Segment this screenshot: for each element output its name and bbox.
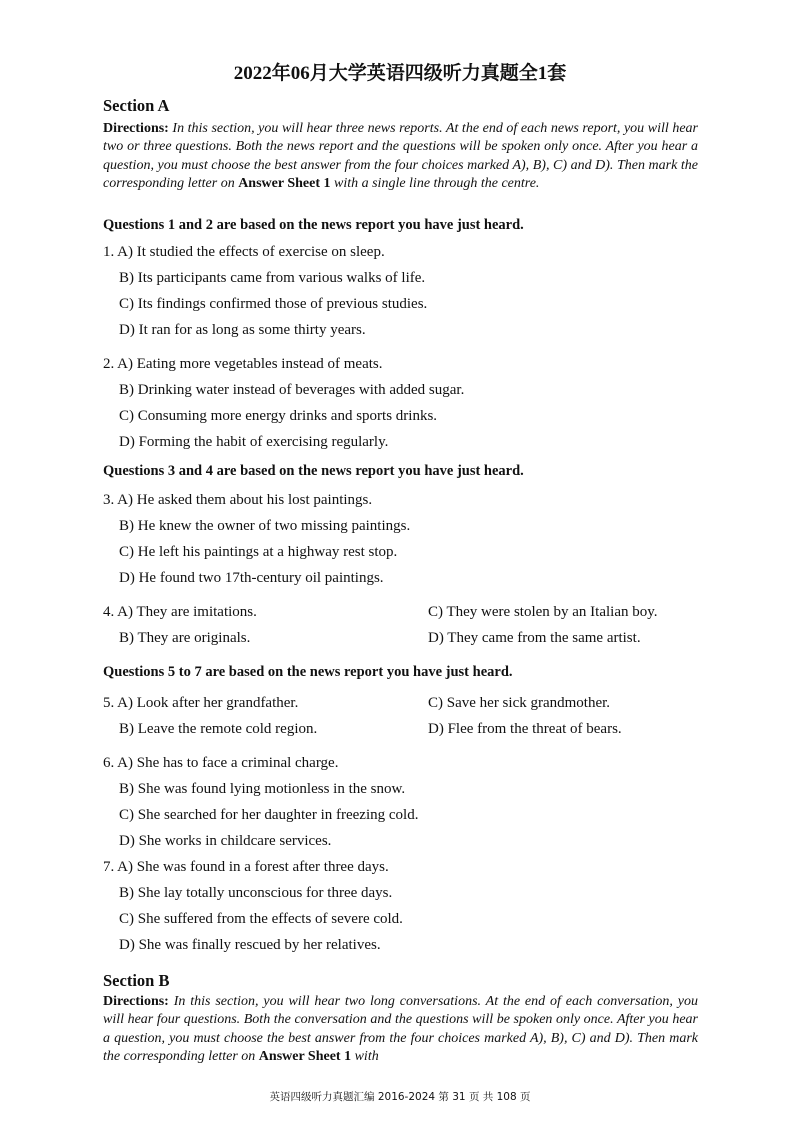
question-6-option-b: B) She was found lying motionless in the snow.	[119, 781, 406, 797]
directions-label: Directions:	[103, 994, 169, 1009]
section-b-directions	[103, 993, 698, 1067]
question-group-heading: Questions 3 and 4 are based on the news report you have just heard.	[103, 463, 524, 479]
question-6-option-d: D) She works in childcare services.	[119, 833, 332, 849]
question-3-option-b: B) He knew the owner of two missing paintings.	[119, 518, 411, 534]
question-2-option-b: B) Drinking water instead of beverages with added sugar.	[119, 382, 465, 398]
question-4-option-b: B) They are originals.	[119, 630, 251, 646]
directions-text: In this section, you will hear two long conversations. At the end of each conversation, you will hear four questions. Both the conversation and the questions will be spoken only once. After you hear a question, you must choose the best answer from the four choices marked A), B), C) and D). Then mark the corresponding letter on	[103, 994, 698, 1065]
directions-label: Directions:	[103, 121, 169, 136]
question-2-option-d: D) Forming the habit of exercising regularly.	[119, 434, 389, 450]
question-4-option-a: 4. A) They are imitations.	[103, 604, 257, 620]
directions-text: In this section, you will hear three news reports. At the end of each news report, you will hear two or three questions. Both the news report and the questions will be spoken only once. After you hear a question, you must choose the best answer from the four choices marked A), B), C) and D). Then mark the corresponding letter on	[103, 121, 698, 192]
question-5-option-d: D) Flee from the threat of bears.	[428, 721, 622, 737]
question-3-option-c: C) He left his paintings at a highway rest stop.	[119, 544, 398, 560]
directions-tail: with	[354, 1049, 379, 1065]
question-5-option-c: C) Save her sick grandmother.	[428, 695, 611, 711]
page-footer: 英语四级听力真题汇编 2016-2024 第 31 页 共 108 页	[269, 1091, 531, 1103]
question-group-heading: Questions 1 and 2 are based on the news report you have just heard.	[103, 217, 524, 233]
section-b-heading: Section B	[103, 971, 170, 990]
question-7-option-c: C) She suffered from the effects of severe cold.	[119, 911, 403, 927]
answer-sheet-ref: Answer Sheet 1	[258, 1049, 352, 1065]
question-3-option-d: D) He found two 17th-century oil paintings.	[119, 570, 384, 586]
question-7-option-a: 7. A) She was found in a forest after three days.	[103, 859, 389, 875]
question-6-option-a: 6. A) She has to face a criminal charge.	[103, 755, 339, 771]
question-5-option-a: 5. A) Look after her grandfather.	[103, 695, 299, 711]
page-title: 2022年06月大学英语四级听力真题全1套	[233, 63, 567, 84]
directions-tail: with a single line through the centre.	[333, 176, 540, 192]
question-3-option-a: 3. A) He asked them about his lost paintings.	[103, 492, 373, 508]
question-7-option-d: D) She was finally rescued by her relatives.	[119, 937, 381, 953]
question-2-option-c: C) Consuming more energy drinks and sports drinks.	[119, 408, 438, 424]
question-6-option-c: C) She searched for her daughter in freezing cold.	[119, 807, 419, 823]
question-2-option-a: 2. A) Eating more vegetables instead of meats.	[103, 356, 383, 372]
question-1-option-b: B) Its participants came from various walks of life.	[119, 270, 426, 286]
question-4-option-c: C) They were stolen by an Italian boy.	[428, 604, 658, 620]
section-a-directions	[103, 120, 698, 194]
question-7-option-b: B) She lay totally unconscious for three days.	[119, 885, 393, 901]
question-5-option-b: B) Leave the remote cold region.	[119, 721, 318, 737]
answer-sheet-ref: Answer Sheet 1	[238, 176, 331, 192]
question-4-option-d: D) They came from the same artist.	[428, 630, 641, 646]
section-a-heading: Section A	[103, 96, 170, 115]
question-1-option-d: D) It ran for as long as some thirty years.	[119, 322, 366, 338]
question-group-heading: Questions 5 to 7 are based on the news report you have just heard.	[103, 664, 513, 680]
question-1-option-a: 1. A) It studied the effects of exercise on sleep.	[103, 244, 385, 260]
question-1-option-c: C) Its findings confirmed those of previous studies.	[119, 296, 428, 312]
